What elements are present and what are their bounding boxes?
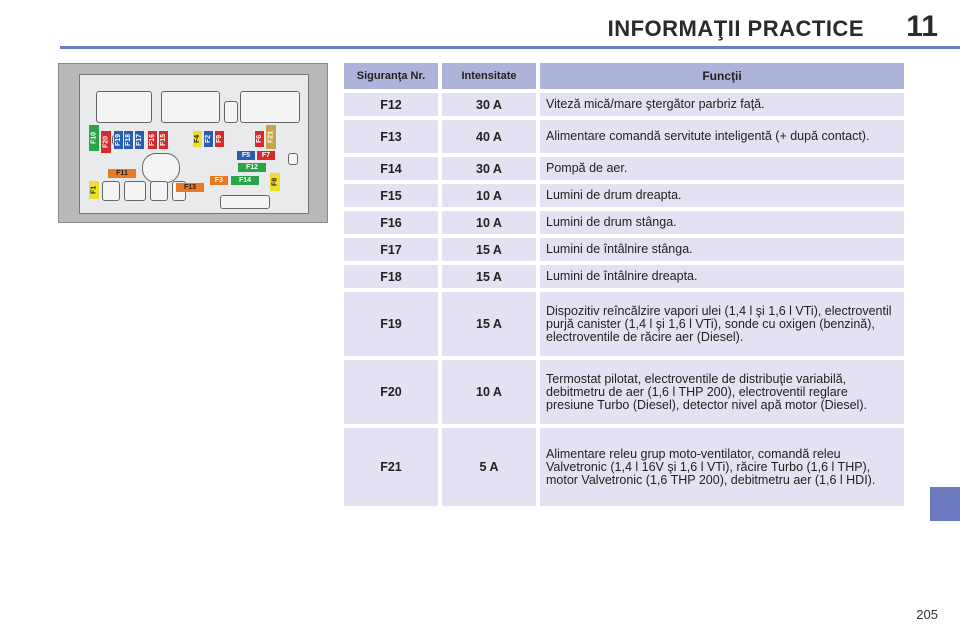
fuse-function: Lumini de drum dreapta. <box>540 184 904 207</box>
fuse-f14: F14 <box>231 176 259 185</box>
fuse-f11: F11 <box>108 169 136 178</box>
fuse-number: F13 <box>344 120 438 153</box>
fuse-function: Alimentare comandă servitute inteligentă (+ după contact). <box>540 120 904 153</box>
relay-block <box>220 195 270 209</box>
fuse-amperage: 10 A <box>442 211 536 234</box>
table-row <box>344 360 904 424</box>
fuse-number: F18 <box>344 265 438 288</box>
table-row <box>344 265 904 288</box>
chapter-number: 11 <box>906 10 938 43</box>
fuse-function: Pompă de aer. <box>540 157 904 180</box>
relay-block <box>124 181 146 201</box>
fuse-f13: F13 <box>176 183 204 192</box>
fuse-function: Termostat pilotat, electroventile de distribuţie variabilă, debitmetru de aer (1,6 l THP 200), electroventil reglare presiune Turbo (Diesel), detector nivel apă motor (Diesel). <box>540 360 904 424</box>
fuse-f9: F9 <box>215 131 224 147</box>
table-row <box>344 428 904 506</box>
fuse-f1: F1 <box>89 181 99 199</box>
table-row <box>344 184 904 207</box>
fuse-number: F21 <box>344 428 438 506</box>
fuse-f4: F4 <box>193 131 202 147</box>
fuse-f19: F19 <box>114 131 123 149</box>
header-fuse-number: Siguranţa Nr. <box>344 63 438 89</box>
relay-block <box>288 153 298 165</box>
fuse-amperage: 10 A <box>442 360 536 424</box>
fuse-function: Lumini de drum stânga. <box>540 211 904 234</box>
fuse-f15: F15 <box>159 131 168 149</box>
table-row <box>344 211 904 234</box>
table-row <box>344 93 904 116</box>
fuse-amperage: 30 A <box>442 93 536 116</box>
fuse-amperage: 30 A <box>442 157 536 180</box>
fuse-table <box>344 63 904 510</box>
relay-block <box>161 91 220 123</box>
fuse-box-diagram <box>58 63 328 223</box>
fuse-function: Lumini de întâlnire stânga. <box>540 238 904 261</box>
page-title: INFORMAŢII PRACTICE <box>607 16 864 41</box>
fuse-number: F19 <box>344 292 438 356</box>
fuse-f2: F2 <box>204 131 213 147</box>
fuse-box-outline <box>79 74 309 214</box>
table-row <box>344 238 904 261</box>
relay-block <box>150 181 168 201</box>
table-row <box>344 120 904 153</box>
table-row <box>344 157 904 180</box>
page-number: 205 <box>916 607 938 622</box>
fuse-function: Viteză mică/mare ştergător parbriz faţă. <box>540 93 904 116</box>
fuse-amperage: 5 A <box>442 428 536 506</box>
fuse-f5: F5 <box>237 151 255 160</box>
fuse-f10: F10 <box>89 125 99 151</box>
relay-block <box>96 91 152 123</box>
fuse-number: F12 <box>344 93 438 116</box>
chapter-side-tab[interactable] <box>930 487 960 521</box>
fuse-amperage: 15 A <box>442 238 536 261</box>
fuse-number: F20 <box>344 360 438 424</box>
header-rule <box>60 46 960 49</box>
table-row <box>344 292 904 356</box>
relay-block <box>102 181 120 201</box>
table-header-row <box>344 63 904 89</box>
fuse-f20: F20 <box>101 131 111 153</box>
fuse-function: Lumini de întâlnire dreapta. <box>540 265 904 288</box>
relay-block <box>142 153 180 183</box>
relay-block <box>224 101 238 123</box>
fuse-f6: F6 <box>255 131 264 147</box>
fuse-number: F17 <box>344 238 438 261</box>
fuse-number: F14 <box>344 157 438 180</box>
relay-block <box>240 91 300 123</box>
fuse-f12: F12 <box>238 163 266 172</box>
fuse-amperage: 40 A <box>442 120 536 153</box>
fuse-number: F15 <box>344 184 438 207</box>
fuse-f7: F7 <box>257 151 275 160</box>
fuse-amperage: 10 A <box>442 184 536 207</box>
fuse-number: F16 <box>344 211 438 234</box>
fuse-f18: F18 <box>124 131 133 149</box>
header-functions: Funcţii <box>540 63 904 89</box>
header-amperage: Intensitate <box>442 63 536 89</box>
fuse-function: Alimentare releu grup moto-ventilator, comandă releu Valvetronic (1,4 l 16V şi 1,6 l VTi), răcire Turbo (1,6 l THP), motor Valvetronic (1,6 THP 200), debitmetru aer (1,6 l HDI). <box>540 428 904 506</box>
fuse-f3: F3 <box>210 176 228 185</box>
fuse-f8: F8 <box>270 173 280 191</box>
fuse-f17: F17 <box>135 131 144 149</box>
fuse-amperage: 15 A <box>442 265 536 288</box>
fuse-f16: F16 <box>148 131 157 149</box>
fuse-function: Dispozitiv reîncălzire vapori ulei (1,4 l şi 1,6 l VTi), electroventil purjă canister (1,4 l şi 1,6 l VTi), sonde cu oxigen (benzină), electroventile de răcire aer (Diesel). <box>540 292 904 356</box>
fuse-f21: F21 <box>266 125 276 149</box>
fuse-amperage: 15 A <box>442 292 536 356</box>
